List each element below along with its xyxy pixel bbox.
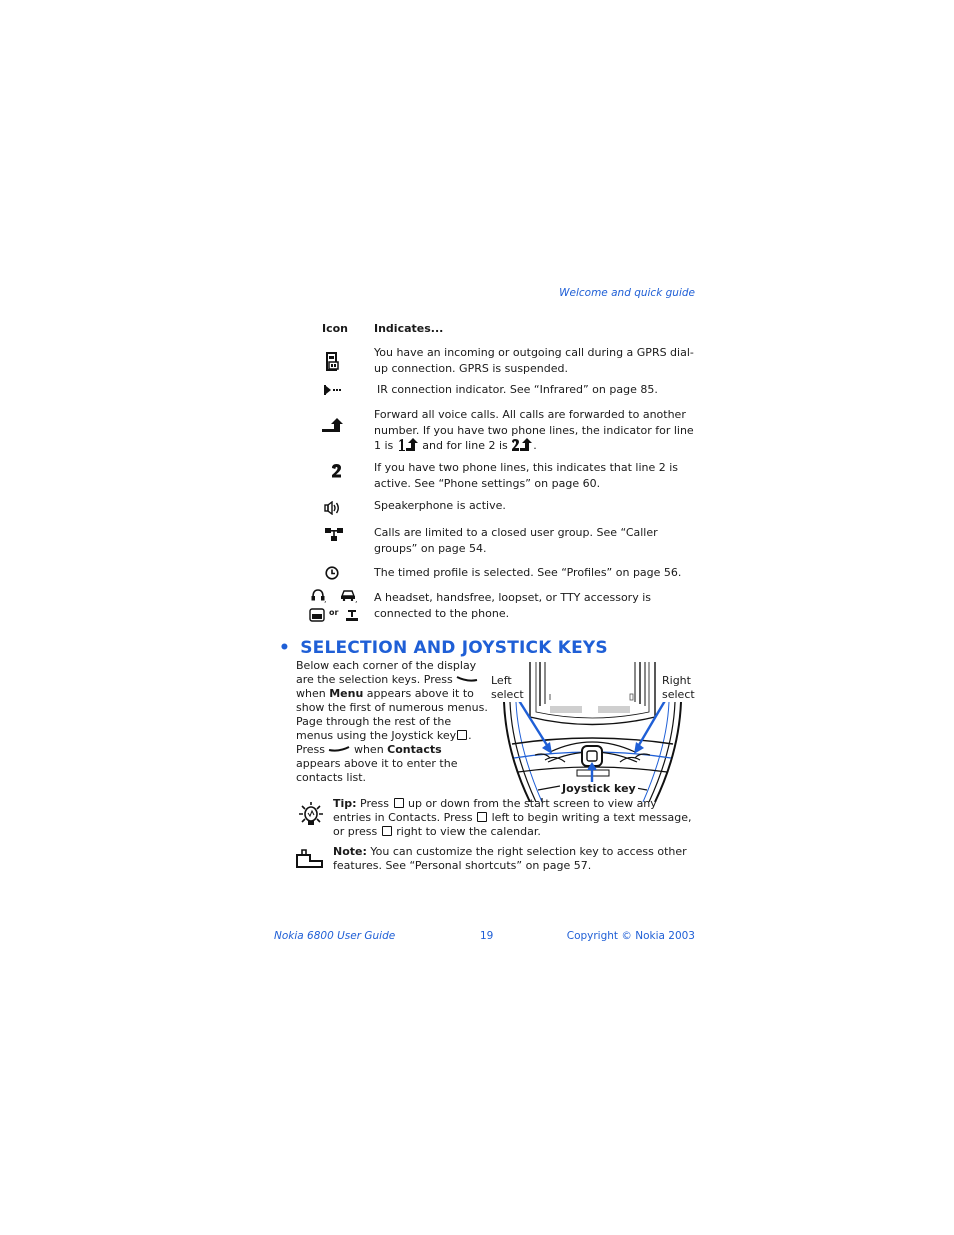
headset-icon <box>311 589 325 601</box>
joystick-key-icon <box>477 812 487 822</box>
heading-bullet: • <box>279 638 291 658</box>
tip-text: Tip: Press up or down from the start screen to view any entries in Contacts. Press left to begin writing a text message, or press right to view the calendar. <box>333 797 692 838</box>
accessory-icons: , , or <box>309 589 359 623</box>
table-header-icon: Icon <box>322 322 349 335</box>
closed-user-group-icon <box>325 528 343 542</box>
left-selection-key-icon <box>456 676 478 682</box>
right-selection-key-icon <box>328 746 350 752</box>
tty-icon <box>345 608 359 622</box>
joystick-key-icon <box>382 826 392 836</box>
right-select-label: Right select <box>662 674 695 701</box>
line-1-forward-icon <box>397 438 419 452</box>
row-gprs-text: You have an incoming or outgoing call during a GPRS dial-up connection. GPRS is suspended. <box>374 346 694 375</box>
ir-connection-icon <box>323 385 343 395</box>
timed-profile-icon <box>325 566 339 580</box>
row-line2-text: If you have two phone lines, this indicates that line 2 is active. See “Phone settings” on page 60. <box>374 461 679 490</box>
call-forward-icon <box>321 418 343 434</box>
speakerphone-icon <box>324 501 342 515</box>
row-accessory-text: A headset, handsfree, loopset, or TTY accessory is connected to the phone. <box>374 591 651 620</box>
line-2-forward-icon <box>511 438 533 452</box>
handsfree-icon <box>340 589 356 601</box>
running-header: Welcome and quick guide <box>559 287 695 299</box>
section-heading: • SELECTION AND JOYSTICK KEYS <box>279 638 608 658</box>
note-hand-icon <box>296 847 324 869</box>
row-forward-text: Forward all voice calls. All calls are forwarded to another number. If you have two phone lines, the indicator for line 1 is and for line 2 is . <box>374 408 694 452</box>
footer-copyright: Copyright © Nokia 2003 <box>566 930 695 942</box>
row-cug-text: Calls are limited to a closed user group. See “Caller groups” on page 54. <box>374 526 658 555</box>
phone-keys-figure <box>490 662 695 802</box>
selection-keys-paragraph: Below each corner of the display are the selection keys. Press when Menu appears above it to show the first of numerous menus. Page through the rest of the menus using the Joystick key . Press when Contacts appears above it to enter the contacts list. <box>296 659 488 784</box>
row-timed-text: The timed profile is selected. See “Profiles” on page 56. <box>374 566 682 579</box>
note-text: Note: You can customize the right selection key to access other features. See “Personal shortcuts” on page 57. <box>333 845 687 872</box>
footer-page-number: 19 <box>480 930 494 942</box>
left-select-label: Left select <box>491 674 524 701</box>
joystick-key-icon <box>394 798 404 808</box>
footer-guide-title: Nokia 6800 User Guide <box>274 930 396 942</box>
joystick-key-label: Joystick key <box>562 782 636 795</box>
gprs-suspended-icon <box>326 352 340 372</box>
row-speaker-text: Speakerphone is active. <box>374 499 506 512</box>
row-ir-text: IR connection indicator. See “Infrared” on page 85. <box>377 383 658 396</box>
joystick-key-icon <box>457 730 467 740</box>
table-header-indicates: Indicates... <box>374 322 444 335</box>
line-2-icon <box>331 464 342 478</box>
tip-lightbulb-icon <box>296 802 326 828</box>
or-label: or <box>329 608 339 617</box>
loopset-icon <box>309 608 325 622</box>
